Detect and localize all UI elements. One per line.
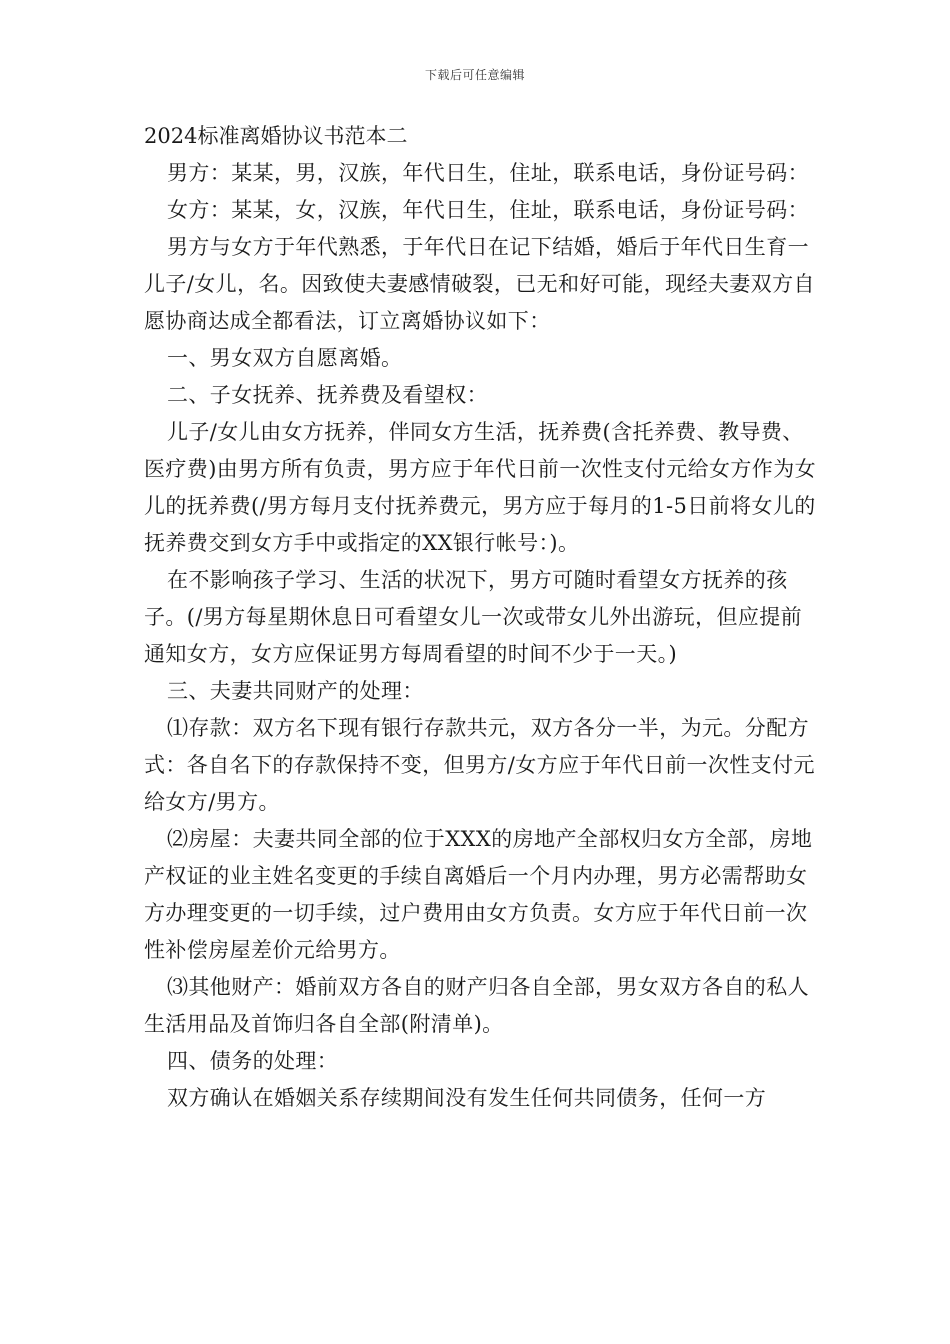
section-heading-custody: 二、子女抚养、抚养费及看望权：: [167, 383, 488, 407]
paragraph-wife-info: 女方：某某，女，汉族，年代日生，住址，联系电话，身份证号码：: [167, 198, 809, 222]
section-heading-debt: 四、债务的处理：: [167, 1049, 339, 1073]
paragraph-custody-terms: 儿子/女儿由女方抚养，伴同女方生活，抚养费(含托养费、教导费、医疗费)由男方所有负责，男方应于年代日前一次性支付元给女方作为女儿的抚养费(/男方每月支付抚养费元，男方应于每月的1-5日前将女儿的抚养费交到女方手中或指定的XX银行帐号：)。: [144, 420, 816, 555]
paragraph-background: 男方与女方于年代熟悉，于年代日在记下结婚，婚后于年代日生育一儿子/女儿，名。因致使夫妻感情破裂，已无和好可能，现经夫妻双方自愿协商达成全都看法，订立离婚协议如下：: [144, 235, 815, 333]
paragraph-debt-terms: 双方确认在婚姻关系存续期间没有发生任何共同债务，任何一方: [167, 1086, 767, 1110]
header-note: 下载后可任意编辑: [424, 68, 525, 82]
paragraph-husband-info: 男方：某某，男，汉族，年代日生，住址，联系电话，身份证号码：: [167, 161, 809, 185]
paragraph-other-property: ⑶其他财产：婚前双方各自的财产归各自全部，男女双方各自的私人生活用品及首饰归各自全部(附清单)。: [144, 975, 809, 1036]
section-heading-property: 三、夫妻共同财产的处理：: [167, 679, 424, 703]
document-title: 2024标准离婚协议书范本二: [144, 124, 408, 148]
paragraph-visitation: 在不影响孩子学习、生活的状况下，男方可随时看望女方抚养的孩子。(/男方每星期休息日可看望女儿一次或带女儿外出游玩，但应提前通知女方，女方应保证男方每周看望的时间不少于一天。): [144, 568, 803, 666]
document-body: [144, 118, 816, 1117]
section-heading-divorce: 一、男女双方自愿离婚。: [167, 346, 403, 370]
paragraph-house: ⑵房屋：夫妻共同全部的位于XXX的房地产全部权归女方全部，房地产权证的业主姓名变更的手续自离婚后一个月内办理，男方必需帮助女方办理变更的一切手续，过户费用由女方负责。女方应于年代日前一次性补偿房屋差价元给男方。: [144, 827, 813, 962]
paragraph-savings: ⑴存款：双方名下现有银行存款共元，双方各分一半，为元。分配方式：各自名下的存款保持不变，但男方/女方应于年代日前一次性支付元给女方/男方。: [144, 716, 815, 814]
